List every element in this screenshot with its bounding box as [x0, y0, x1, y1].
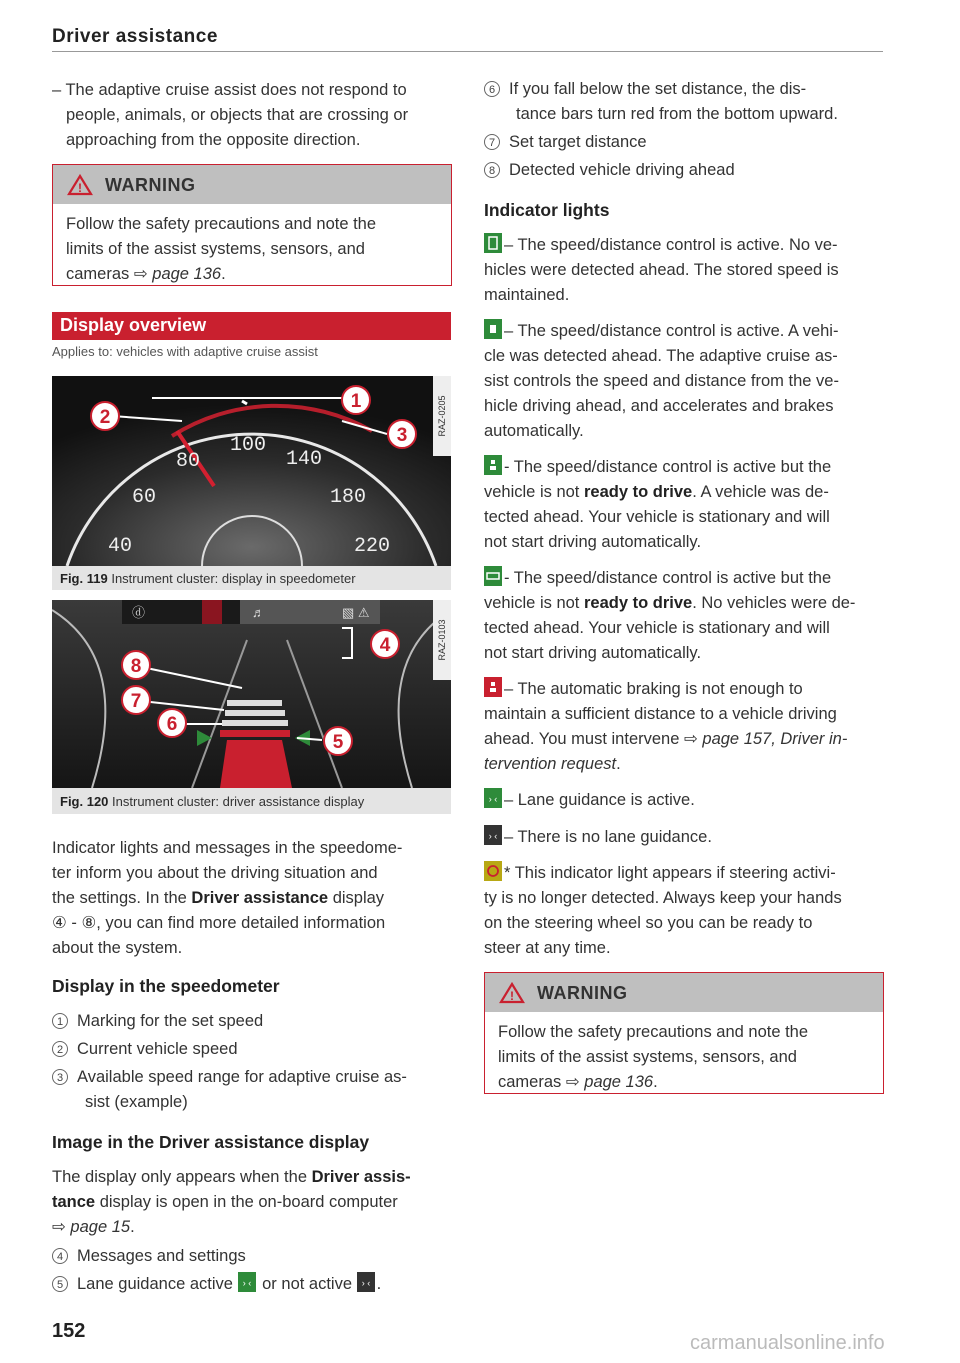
section-title-bar — [52, 312, 451, 340]
speed-label: 100 — [230, 434, 267, 457]
item-number: 1 — [52, 1013, 68, 1029]
bold-term: Driver assistance — [191, 889, 329, 907]
text-span: – The automatic braking is not enough to — [504, 680, 803, 698]
item-text: or not active — [257, 1275, 357, 1293]
indicator-5 — [484, 677, 884, 777]
page-link[interactable]: page 136 — [152, 265, 222, 283]
text-span: , you can find more detailed information — [96, 914, 386, 932]
warning-box — [52, 164, 452, 286]
list-item — [484, 77, 884, 127]
right-list — [484, 77, 884, 183]
text-span: vehicle is not — [484, 483, 584, 501]
figure-caption — [52, 566, 451, 590]
paragraph-line — [52, 1215, 452, 1240]
warning-box — [484, 972, 884, 1094]
figure-speedometer — [52, 376, 451, 566]
lane-guidance-inactive-icon — [357, 1272, 375, 1292]
item-text: If you fall below the set distance, the dis- — [509, 80, 807, 98]
paragraph-line: ty is no longer detected. Always keep your hands — [484, 889, 842, 907]
warning-title: WARNING — [105, 175, 196, 195]
warning-header — [485, 973, 883, 1012]
item-number: 3 — [52, 1069, 68, 1085]
paragraph-line — [484, 480, 884, 505]
paragraph-line — [484, 233, 884, 258]
paragraph-line — [52, 1165, 452, 1190]
svg-text:!: ! — [510, 989, 514, 1003]
applies-note: Applies to: vehicles with adaptive cruise assist — [52, 344, 318, 359]
steering-wheel-warning-icon — [484, 861, 502, 881]
image-list — [52, 1244, 452, 1297]
list-item — [484, 158, 884, 183]
speedometer-graphic — [52, 376, 451, 566]
speed-control-vehicle-detected-icon — [484, 319, 502, 339]
warning-line: limits of the assist systems, sensors, and — [498, 1048, 797, 1066]
text-span: - The speed/distance control is active but the — [504, 458, 832, 476]
paragraph-line: ter inform you about the driving situation and — [52, 864, 378, 882]
item-text: Marking for the set speed — [77, 1012, 264, 1030]
warning-text-span: . — [653, 1073, 658, 1091]
speed-label: 60 — [132, 486, 157, 509]
warning-line: Follow the safety precautions and note the — [498, 1023, 809, 1041]
warning-text-span: cameras ⇨ — [498, 1073, 585, 1091]
warning-triangle-icon — [499, 982, 525, 1004]
section-title: Display overview — [60, 315, 207, 335]
indicator-7 — [484, 825, 884, 850]
paragraph-line: tected ahead. Your vehicle is stationary and will — [484, 619, 830, 637]
warning-line: limits of the assist systems, sensors, and — [66, 240, 365, 258]
svg-text:› ‹: › ‹ — [361, 1278, 370, 1288]
svg-text:!: ! — [78, 181, 82, 195]
callout-7 — [122, 686, 150, 714]
figure-code: RAZ-0205 — [437, 395, 447, 437]
page-link[interactable]: page 15 — [70, 1218, 131, 1236]
text-span: – There is no lane guidance. — [504, 828, 712, 846]
indicator-4 — [484, 566, 884, 666]
warning-line — [66, 262, 438, 287]
callout-number: 1 — [350, 391, 362, 412]
warning-title: WARNING — [537, 983, 628, 1003]
indicator-1 — [484, 233, 884, 308]
speed-label: 180 — [330, 486, 367, 509]
page-link[interactable]: page 157, Driver in- — [702, 730, 848, 748]
paragraph-line: maintained. — [484, 286, 570, 304]
callout-2 — [91, 402, 119, 430]
paragraph-line — [484, 677, 884, 702]
text-span: * This indicator light appears if steering activi- — [504, 864, 836, 882]
speed-label: 80 — [176, 450, 201, 473]
text-span: The display only appears when the — [52, 1168, 312, 1186]
figure-driver-assistance — [52, 600, 451, 788]
callout-1 — [342, 386, 370, 414]
driver-assistance-graphic — [52, 600, 451, 788]
warning-text — [485, 1012, 883, 1105]
bold-term: ready to drive — [583, 594, 693, 612]
lane-guidance-inactive-icon — [484, 825, 502, 845]
item-text: Detected vehicle driving ahead — [509, 161, 735, 179]
callout-number: 7 — [130, 691, 142, 712]
paragraph-line — [52, 886, 452, 911]
image-paragraph — [52, 1165, 452, 1240]
figure-label: Fig. 120 — [60, 794, 109, 809]
list-item — [52, 1272, 452, 1297]
speed-control-no-vehicle-icon — [484, 233, 502, 253]
paragraph-line — [484, 566, 884, 591]
svg-text:ⓓ: ⓓ — [132, 605, 146, 620]
lane-guidance-active-icon — [238, 1272, 256, 1292]
speed-control-stationary-no-vehicle-icon — [484, 566, 502, 586]
indicator-3 — [484, 455, 884, 555]
page-link[interactable]: tervention request — [484, 755, 617, 773]
list-item — [52, 1009, 452, 1037]
item-number: 4 — [52, 1248, 68, 1264]
page-header: Driver assistance — [52, 26, 218, 47]
paragraph-line — [484, 727, 884, 752]
paragraph-line: hicle driving ahead, and accelerates and brakes — [484, 397, 834, 415]
item-number: 6 — [484, 81, 500, 97]
driver-intervention-icon — [484, 677, 502, 697]
paragraph-line — [484, 455, 884, 480]
list-item — [52, 1037, 452, 1065]
item-number: 2 — [52, 1041, 68, 1057]
text-span: - The speed/distance control is active but the — [504, 569, 832, 587]
watermark: carmanualsonline.info — [690, 1332, 885, 1354]
intro-line: approaching from the opposite direction. — [66, 131, 361, 149]
bold-term: ready to drive — [583, 483, 693, 501]
item-text: sist (example) — [85, 1093, 188, 1111]
warning-triangle-icon — [67, 174, 93, 196]
item-text: Current vehicle speed — [77, 1040, 238, 1058]
warning-text-span: . — [221, 265, 226, 283]
figure-label: Fig. 119 — [60, 571, 108, 586]
callout-8 — [122, 651, 150, 679]
speed-label: 40 — [108, 535, 133, 558]
text-span: ⇨ — [52, 1218, 71, 1236]
bold-term: Driver assis- — [311, 1168, 411, 1186]
intro-paragraph — [52, 836, 452, 961]
text-span: display is open in the on-board computer — [95, 1193, 398, 1211]
warning-line: Follow the safety precautions and note the — [66, 215, 377, 233]
callout-number: 2 — [99, 407, 111, 428]
paragraph-line: on the steering wheel so you can be ready to — [484, 914, 813, 932]
indicator-2 — [484, 319, 884, 444]
svg-text:› ‹: › ‹ — [488, 831, 498, 841]
callout-5 — [324, 727, 352, 755]
paragraph-line — [52, 1190, 452, 1215]
figure-caption-text: Instrument cluster: driver assistance display — [112, 794, 365, 809]
warning-text-span: cameras ⇨ — [66, 265, 153, 283]
paragraph-line: cle was detected ahead. The adaptive cruise as- — [484, 347, 838, 365]
paragraph-line: maintain a sufficient distance to a vehicle driving — [484, 705, 837, 723]
page-link[interactable]: page 136 — [584, 1073, 654, 1091]
paragraph-line: Indicator lights and messages in the speedome- — [52, 839, 403, 857]
text-span: ahead. You must intervene ⇨ — [484, 730, 703, 748]
figure-caption-text: Instrument cluster: display in speedometer — [111, 571, 356, 586]
text-span: . — [130, 1218, 135, 1236]
text-span: – Lane guidance is active. — [504, 791, 695, 809]
item-number: 5 — [52, 1276, 68, 1292]
text-span: – The speed/distance control is active. A vehi- — [504, 322, 839, 340]
svg-text:› ‹: › ‹ — [488, 794, 498, 804]
text-span: vehicle is not — [484, 594, 584, 612]
page-number: 152 — [52, 1320, 86, 1342]
header-rule — [52, 51, 883, 52]
list-item — [52, 1065, 452, 1115]
intro-line: people, animals, or objects that are crossing or — [66, 106, 409, 124]
paragraph-line: not start driving automatically. — [484, 644, 702, 662]
paragraph-line: ④ - ⑧, you can find more detailed information — [52, 914, 386, 932]
paragraph-line — [484, 591, 884, 616]
svg-text:› ‹: › ‹ — [242, 1278, 251, 1288]
paragraph-line — [484, 861, 884, 886]
intro-line: – The adaptive cruise assist does not respond to — [52, 81, 407, 99]
item-text: tance bars turn red from the bottom upward. — [516, 105, 838, 123]
paragraph-line: tected ahead. Your vehicle is stationary and will — [484, 508, 830, 526]
speedo-list — [52, 1009, 452, 1115]
item-text: Messages and settings — [77, 1247, 246, 1265]
svg-text:▧ ⚠: ▧ ⚠ — [342, 605, 370, 620]
paragraph-line: about the system. — [52, 939, 183, 957]
speed-label: 220 — [354, 535, 391, 558]
text-span: the settings. In the — [52, 889, 192, 907]
lane-guidance-active-icon — [484, 788, 502, 808]
ref-number: ⑧ — [81, 914, 97, 932]
item-text: Lane guidance active — [77, 1275, 238, 1293]
indicator-8 — [484, 861, 884, 961]
item-number: 8 — [484, 162, 500, 178]
text-span: . No vehicles were de- — [692, 594, 856, 612]
callout-number: 6 — [166, 714, 178, 735]
paragraph-line: steer at any time. — [484, 939, 611, 957]
callout-number: 5 — [332, 732, 344, 753]
figure-code: RAZ-0103 — [437, 619, 447, 661]
paragraph-line: hicles were detected ahead. The stored speed is — [484, 261, 839, 279]
figure-caption — [52, 788, 451, 814]
warning-text — [53, 204, 451, 297]
callout-number: 3 — [396, 425, 408, 446]
callout-3 — [388, 420, 416, 448]
heading-indicator-lights: Indicator lights — [484, 200, 610, 220]
intro-bullet — [52, 78, 452, 153]
speed-label: 140 — [286, 448, 323, 471]
paragraph-line: not start driving automatically. — [484, 533, 702, 551]
speed-control-stationary-vehicle-icon — [484, 455, 502, 475]
item-text: . — [376, 1275, 382, 1293]
paragraph-line — [484, 319, 884, 344]
warning-line — [498, 1070, 870, 1095]
paragraph-line: automatically. — [484, 422, 584, 440]
indicator-6 — [484, 788, 884, 813]
callout-number: 4 — [379, 635, 391, 656]
list-item — [52, 1244, 452, 1272]
heading-image: Image in the Driver assistance display — [52, 1132, 370, 1152]
item-number: 7 — [484, 134, 500, 150]
callout-number: 8 — [130, 656, 142, 677]
text-span: – The speed/distance control is active. No ve- — [504, 236, 838, 254]
callout-6 — [158, 709, 186, 737]
list-item — [484, 130, 884, 158]
callout-4 — [371, 630, 399, 658]
bold-term: tance — [52, 1193, 96, 1211]
paragraph-line: sist controls the speed and distance from the ve- — [484, 372, 839, 390]
ref-number: ④ — [52, 914, 67, 932]
item-text: Set target distance — [509, 133, 647, 151]
warning-header — [53, 165, 451, 204]
paragraph-line — [484, 752, 884, 777]
text-span: . A vehicle was de- — [692, 483, 829, 501]
heading-speedometer: Display in the speedometer — [52, 976, 280, 996]
text-span: . — [616, 755, 621, 773]
svg-text:♬: ♬ — [252, 605, 265, 620]
text-span: display — [328, 889, 385, 907]
item-text: Available speed range for adaptive cruise as- — [77, 1068, 407, 1086]
